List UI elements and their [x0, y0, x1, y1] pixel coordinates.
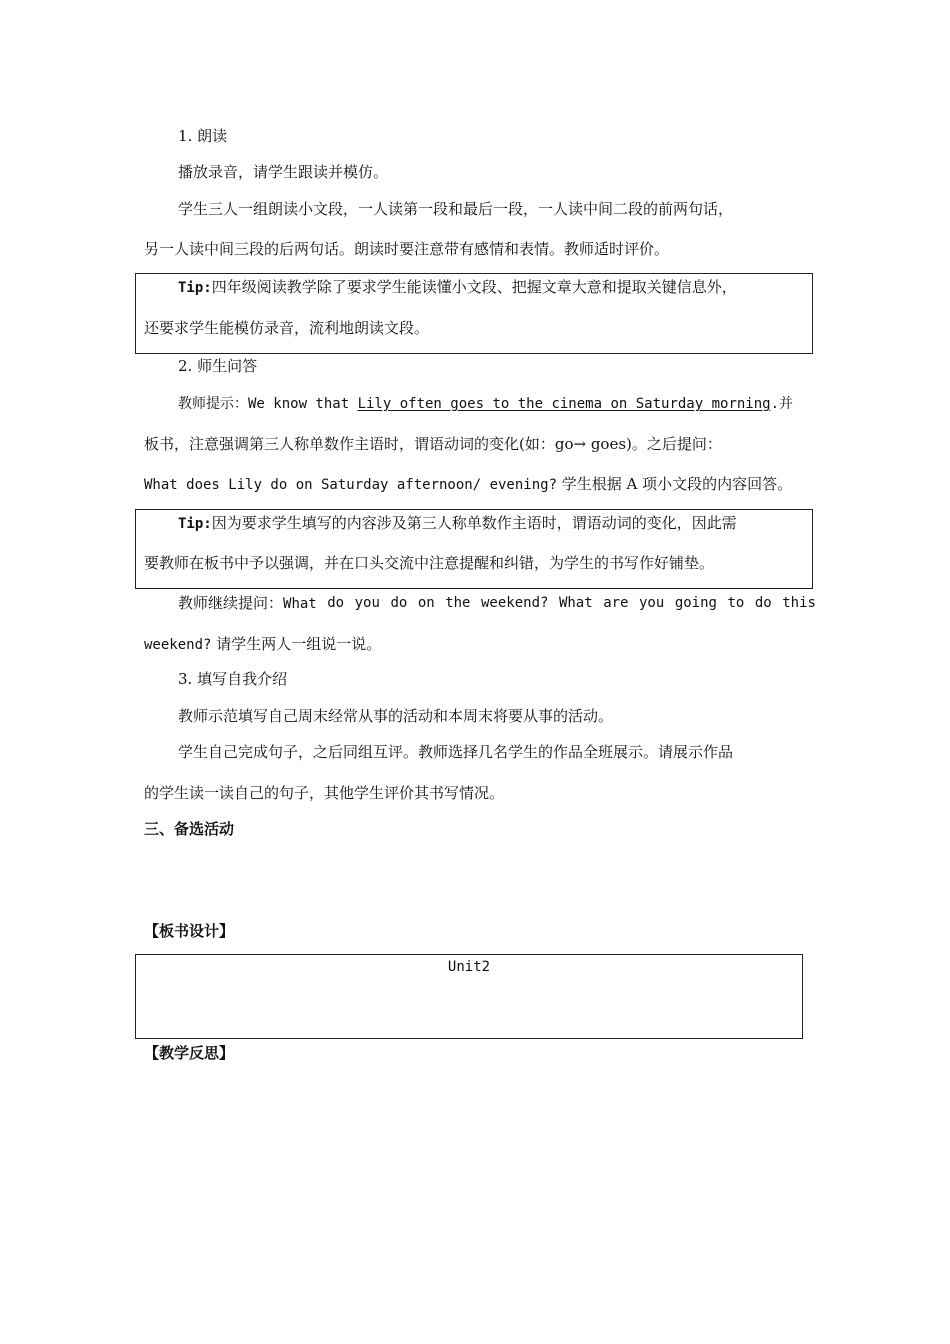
section-2-paragraph-1-line-1	[178, 393, 816, 413]
section-3-paragraph-1: 教师示范填写自己周末经常从事的活动和本周末将要从事的活动。	[178, 707, 614, 725]
p2-word: to	[727, 595, 745, 611]
p2-word: going	[674, 595, 717, 611]
section-2-paragraph-2-line-1	[178, 593, 816, 613]
p2-word: on	[417, 595, 435, 611]
section-2-paragraph-1-line-3	[144, 474, 816, 494]
section-2-question-instruction: 学生根据 A 项小文段的内容回答。	[557, 475, 793, 493]
teaching-reflection-title: 【教学反思】	[144, 1044, 235, 1062]
tip-2-line-1	[178, 513, 808, 533]
section-3-heading: 3. 填写自我介绍	[178, 670, 288, 688]
tip-2-label: Tip:	[178, 516, 212, 532]
section-2-suffix: .并	[770, 396, 794, 412]
section-2-p2-prefix	[178, 593, 317, 613]
section-1-paragraph-1: 播放录音，请学生跟读并模仿。	[178, 163, 389, 181]
p2-word: What	[283, 596, 317, 612]
section-3-paragraph-2-line-1: 学生自己完成句子，之后同组互评。教师选择几名学生的作品全班展示。请展示作品	[178, 743, 734, 761]
p2-word: this	[782, 595, 816, 611]
p2-word: do	[390, 595, 408, 611]
section-2-p2-weekend: weekend?	[144, 637, 212, 653]
section-2-p2-instruction: 请学生两人一组说一说。	[211, 635, 382, 653]
section-2-heading: 2. 师生问答	[178, 357, 258, 375]
section-1-heading: 1. 朗读	[178, 127, 228, 145]
section-2-paragraph-1-line-2: 板书，注意强调第三人称单数作主语时，谓语动词的变化(如：go→ goes)。之后提问：	[144, 435, 722, 453]
section-2-p2-prefix-text: 教师继续提问：	[178, 594, 284, 612]
tip-1-label: Tip:	[178, 280, 212, 296]
board-design-title: 【板书设计】	[144, 922, 235, 940]
section-2-prefix: 教师提示：We know that	[178, 396, 358, 412]
tip-1-line-1	[178, 277, 808, 297]
section-2-paragraph-2-line-2	[144, 634, 816, 654]
section-1-paragraph-2-line-1: 学生三人一组朗读小文段，一人读第一段和最后一段，一人读中间二段的前两句话，	[178, 200, 734, 218]
board-unit-title: Unit2	[447, 959, 491, 975]
tip-2-line-2: 要教师在板书中予以强调，并在口头交流中注意提醒和纠错，为学生的书写作好铺垫。	[144, 554, 715, 572]
p2-word: are	[603, 595, 629, 611]
p2-word: the	[445, 595, 471, 611]
section-3-paragraph-2-line-2: 的学生读一读自己的句子，其他学生评价其书写情况。	[144, 784, 505, 802]
tip-1-text-1: 四年级阅读教学除了要求学生能读懂小文段、把握文章大意和提取关键信息外，	[211, 278, 737, 296]
tip-box-2	[135, 509, 813, 589]
p2-word: do	[327, 595, 345, 611]
section-2-underlined-sentence: Lily often goes to the cinema on Saturday morning	[357, 396, 771, 412]
p2-word: What	[558, 595, 593, 611]
p2-word: weekend?	[481, 595, 549, 611]
section-1-paragraph-2-line-2: 另一人读中间三段的后两句话。朗读时要注意带有感情和表情。教师适时评价。	[144, 240, 670, 258]
part-3-title: 三、备选活动	[144, 820, 235, 838]
board-design-box	[135, 954, 803, 1039]
p2-word: you	[354, 595, 380, 611]
section-2-question: What does Lily do on Saturday afternoon/ evening?	[144, 477, 558, 493]
p2-word: you	[639, 595, 665, 611]
p2-word: do	[754, 595, 772, 611]
tip-box-1	[135, 273, 813, 354]
tip-1-line-2: 还要求学生能模仿录音，流利地朗读文段。	[144, 319, 430, 337]
tip-2-text-1: 因为要求学生填写的内容涉及第三人称单数作主语时，谓语动词的变化，因此需	[211, 514, 737, 532]
